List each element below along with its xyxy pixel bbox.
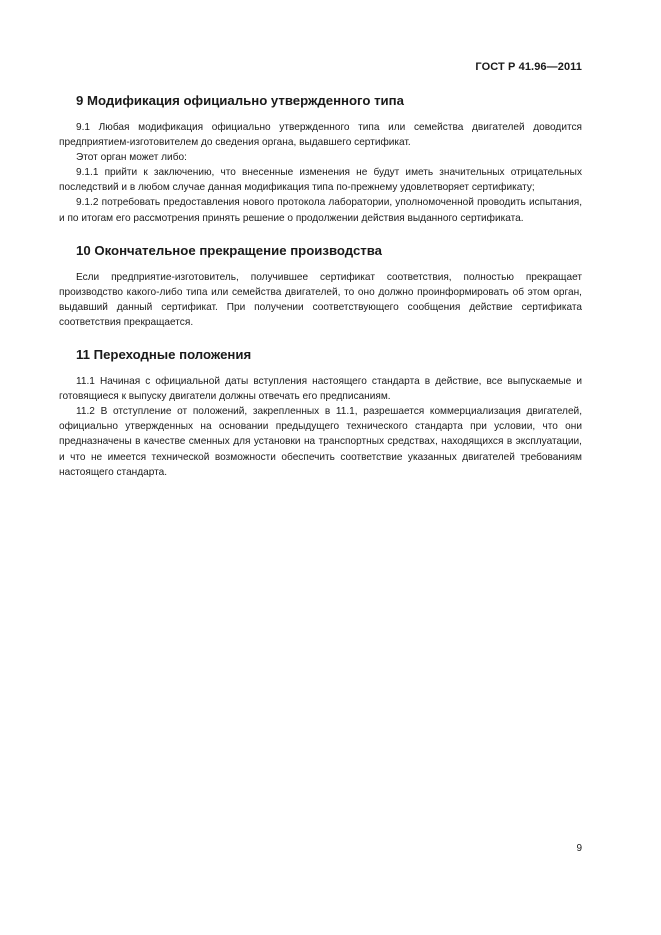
paragraph-11-2: 11.2 В отступление от положений, закрепленных в 11.1, разрешается коммерциализация двигателей, официально утвержденных на основании предыдущего технического стандарта при условии, что они предназначены в качестве сменных для установки на транспортных средствах, находящихся в эксплуатации, и что не имеется технической возможности обеспечить соответствие указанных двигателей требованиям настоящего стандарта. — [59, 406, 582, 478]
paragraph-9-1-2: 9.1.2 потребовать предоставления нового протокола лаборатории, уполномоченной проводить испытания, и по итогам его рассмотрения принять решение о продолжении действия выданного сертификата. — [59, 197, 582, 224]
section-10-title: 10 Окончательное прекращение производства — [76, 242, 383, 258]
paragraph-11-1: 11.1 Начиная с официальной даты вступления настоящего стандарта в действие, все выпускаемые и готовящиеся к выпуску двигатели должны отвечать его предписаниям. — [59, 376, 582, 403]
page-number: 9 — [576, 843, 582, 854]
section-11-body — [59, 374, 582, 480]
section-9-body — [59, 120, 582, 226]
section-11-title: 11 Переходные положения — [76, 347, 252, 363]
document-body — [59, 88, 582, 480]
paragraph-9-1: 9.1 Любая модификация официально утвержденного типа или семейства двигателей доводится предприятием-изготовителем до сведения органа, выдавшего сертификат. — [59, 122, 582, 149]
section-9-title: 9 Модификация официально утвержденного типа — [76, 93, 404, 108]
section-10-body — [59, 270, 582, 330]
paragraph-9-organ: Этот орган может либо: — [76, 152, 187, 164]
section-10 — [59, 243, 582, 330]
standard-code-header: ГОСТ Р 41.96—2011 — [475, 61, 582, 73]
paragraph-9-1-1: 9.1.1 прийти к заключению, что внесенные изменения не будут иметь значительных отрицательных последствий и в любом случае данная модификация типа по-прежнему удовлетворяет сертификату; — [59, 167, 582, 194]
section-9 — [59, 93, 582, 226]
paragraph-10: Если предприятие-изготовитель, получившее сертификат соответствия, полностью прекращает производство какого-либо типа или семейства двигателей, то оно должно проинформировать об этом орган, выдавший данный сертификат. При получении соответствующего сообщения действие сертификата соответствия прекращается. — [59, 271, 582, 328]
section-11 — [59, 347, 582, 480]
